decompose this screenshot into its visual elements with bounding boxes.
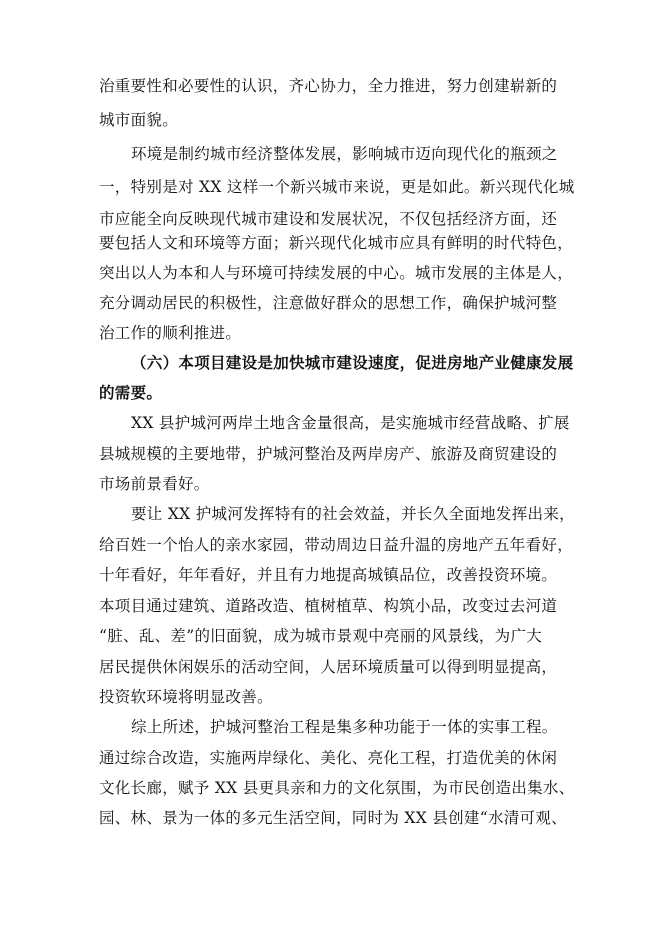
text-line: 治重要性和必要性的认识，齐心协力，全力推进，努力创建崭新的 xyxy=(99,77,558,95)
text-line: 一，特别是对 XX 这样一个新兴城市来说，更是如此。新兴现代化城 xyxy=(99,178,575,196)
text-line: 园、林、景为一体的多元生活空间，同时为 XX 县创建“水清可观、 xyxy=(99,809,567,827)
text-line: 投资软环境将明显改善。 xyxy=(99,688,273,706)
text-line: 县城规模的主要地带，护城河整治及两岸房产、旅游及商贸建设的 xyxy=(99,445,558,463)
text-line: 治工作的顺利推进。 xyxy=(99,324,242,342)
text-line: 文化长廊，赋予 XX 县更具亲和力的文化氛围，为市民创造出集水、 xyxy=(99,779,575,797)
text-line: 市场前景看好。 xyxy=(99,475,210,493)
text-line: 突出以人为本和人与环境可持续发展的中心。城市发展的主体是人， xyxy=(99,264,574,282)
text-line: 本项目通过建筑、道路改造、植树植草、构筑小品，改变过去河道 xyxy=(99,597,558,615)
text-line: 要让 XX 护城河发挥特有的社会效益，并长久全面地发挥出来， xyxy=(131,505,575,523)
text-line: 要包括人文和环境等方面；新兴现代化城市应具有鲜明的时代特色， xyxy=(99,234,574,252)
text-line: 综上所述，护城河整治工程是集多种功能于一体的实事工程。 xyxy=(131,718,558,736)
text-line: XX 县护城河两岸土地含金量很高，是实施城市经营战略、扩展 xyxy=(131,414,570,432)
text-line: 给百姓一个怡人的亲水家园，带动周边日益升温的房地产五年看好， xyxy=(99,536,574,554)
text-line: 通过综合改造，实施两岸绿化、美化、亮化工程，打造优美的休闲 xyxy=(99,749,558,767)
text-line: 充分调动居民的积极性，注意做好群众的思想工作，确保护城河整 xyxy=(99,294,558,312)
text-line: 十年看好，年年看好，并且有力地提高城镇品位，改善投资环境。 xyxy=(99,566,558,584)
text-line: 居民提供休闲娱乐的活动空间，人居环境质量可以得到明显提高， xyxy=(99,658,558,676)
section-heading: （六）本项目建设是加快城市建设速度，促进房地产业健康发展 xyxy=(131,353,574,372)
section-heading: 的需要。 xyxy=(99,383,163,402)
text-line: 城市面貌。 xyxy=(99,111,179,129)
text-line: 市应能全向反映现代城市建设和发展状况，不仅包括经济方面，还 xyxy=(99,210,558,228)
text-line: 环境是制约城市经济整体发展，影响城市迈向现代化的瓶颈之 xyxy=(131,145,558,163)
text-line: “脏、乱、差”的旧面貌，成为城市景观中亮丽的风景线，为广大 xyxy=(99,627,543,645)
